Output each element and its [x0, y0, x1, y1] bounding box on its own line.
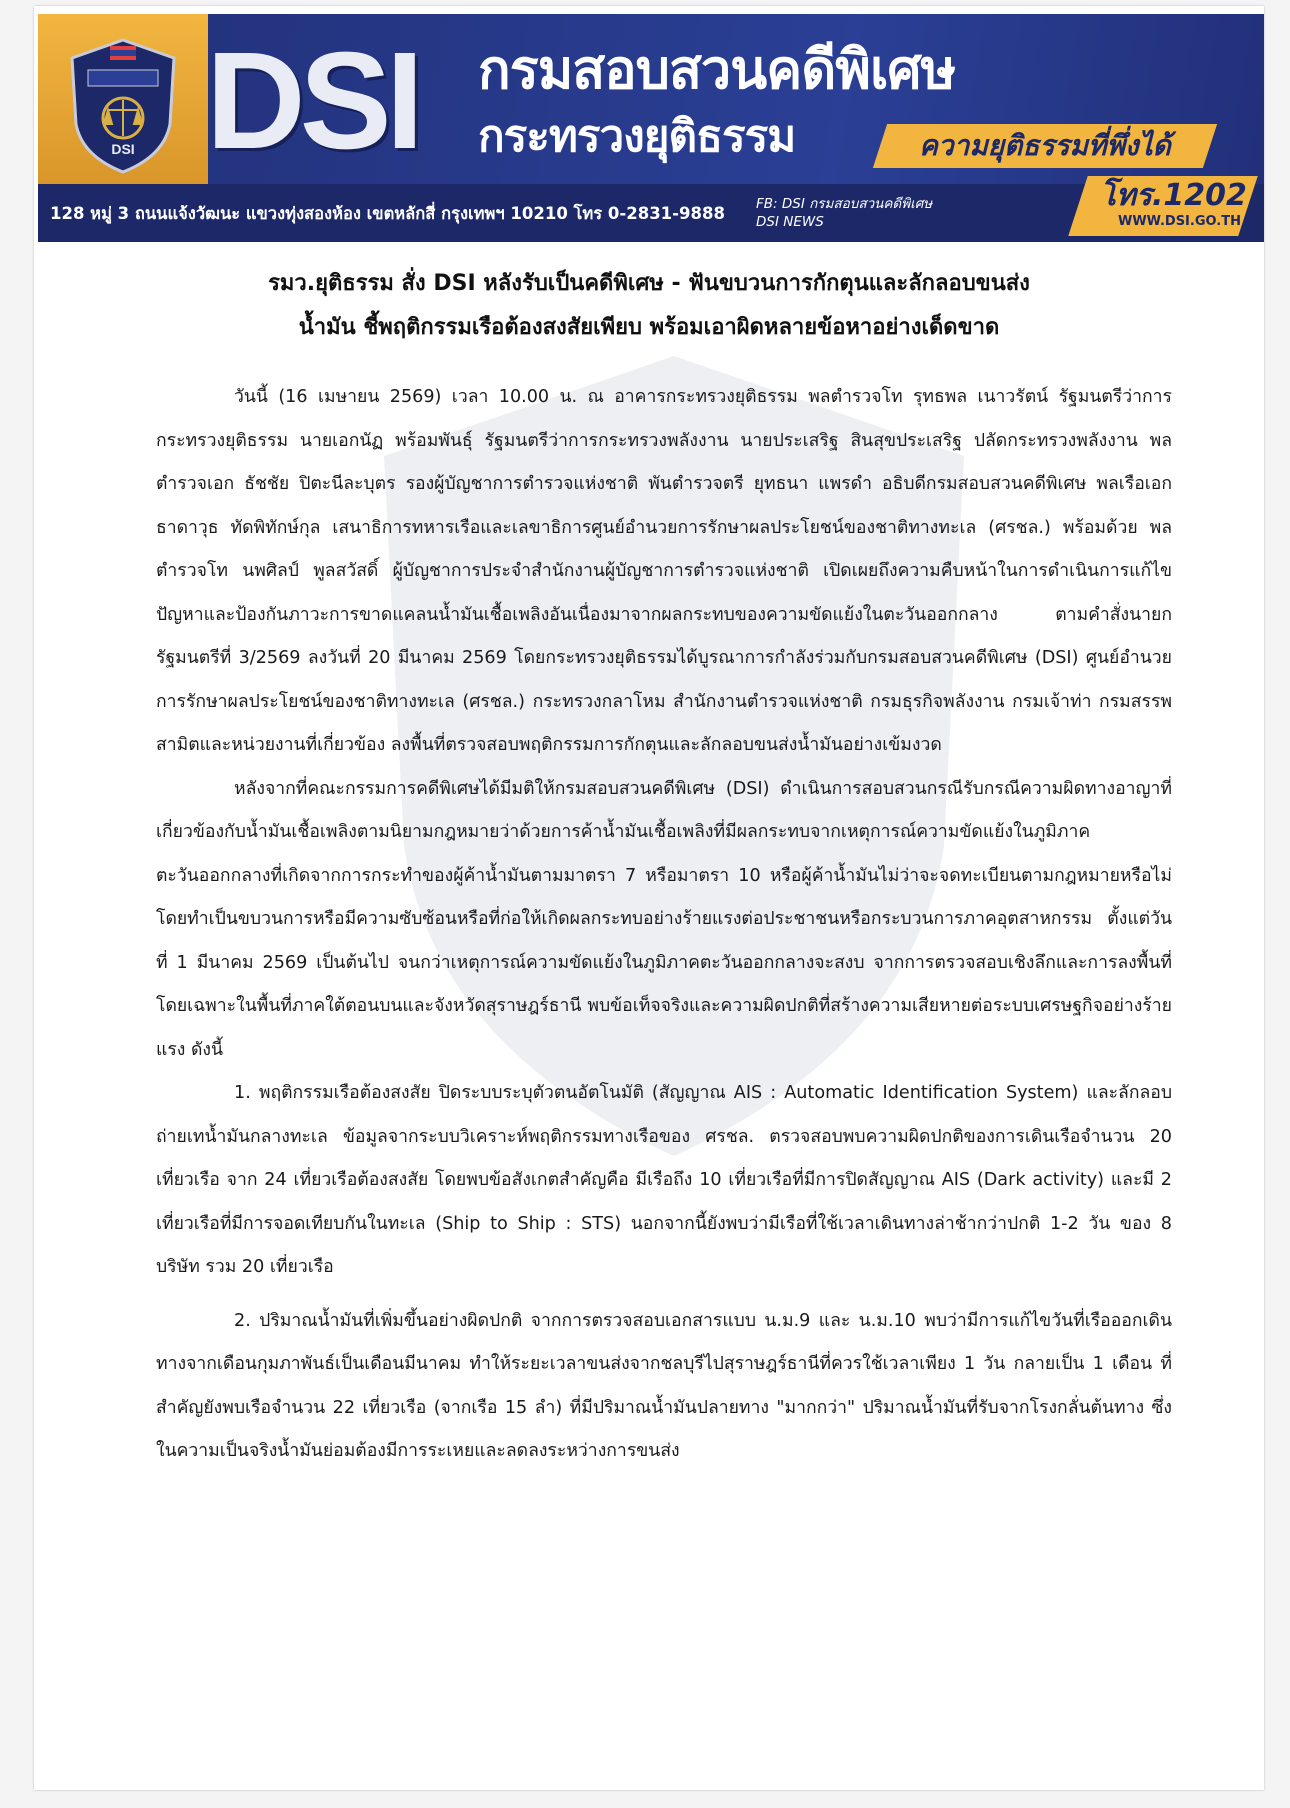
document-page	[34, 6, 1264, 1790]
slogan-badge	[873, 124, 1217, 168]
facebook-info	[756, 195, 932, 231]
dsi-header-banner	[38, 14, 1264, 242]
headline-line-2: น้ำมัน ชี้พฤติกรรมเรือต้องสงสัยเพียบ พร้อมเอาผิดหลายข้อหาอย่างเด็ดขาด	[298, 315, 1000, 340]
logo-dsi-text: DSI	[111, 141, 135, 157]
office-address: 128 หมู่ 3 ถนนแจ้งวัฒนะ แขวงทุ่งสองห้อง เขตหลักสี่ กรุงเทพฯ 10210 โทร 0-2831-9888	[50, 204, 725, 223]
paragraph: 1. พฤติกรรมเรือต้องสงสัย ปิดระบบระบุตัวตนอัตโนมัติ (สัญญาณ AIS : Automatic Identification System) และลักลอบถ่ายเทน้ำมันกลางทะเล ข้อมูลจากระบบวิเคราะห์พฤติกรรมทางเรือของ ศรชล. ตรวจสอบพบความผิดปกติของการเดินเรือจำนวน 20 เที่ยวเรือ จาก 24 เที่ยวเรือต้องสงสัย โดยพบข้อสังเกตสำคัญคือ มีเรือถึง 10 เที่ยวเรือที่มีการปิดสัญญาณ AIS (Dark activity) และมี 2 เที่ยวเรือที่มีการจอดเทียบกันในทะเล (Ship to Ship : STS) นอกจากนี้ยังพบว่ามีเรือที่ใช้เวลาเดินทางล่าช้ากว่าปกติ 1-2 วัน ของ 8 บริษัท รวม 20 เที่ยวเรือ	[156, 1083, 1172, 1277]
ministry-name: กระทรวงยุติธรรม	[478, 111, 796, 162]
paragraph: วันนี้ (16 เมษายน 2569) เวลา 10.00 น. ณ อาคารกระทรวงยุติธรรม พลตำรวจโท รุทธพล เนาวรัตน์ รัฐมนตรีว่าการกระทรวงยุติธรรม นายเอกนัฏ พร้อมพันธุ์ รัฐมนตรีว่าการกระทรวงพลังงาน นายประเสริฐ สินสุขประเสริฐ ปลัดกระทรวงพลังงาน พลตำรวจเอก ธัชชัย ปิตะนีละบุตร รองผู้บัญชาการตำรวจแห่งชาติ พันตำรวจตรี ยุทธนา แพรดำ อธิบดีกรมสอบสวนคดีพิเศษ พลเรือเอก ธาดาวุธ ทัดพิทักษ์กุล เสนาธิการทหารเรือและเลขาธิการศูนย์อำนวยการรักษาผลประโยชน์ของชาติทางทะเล (ศรชล.) พร้อมด้วย พลตำรวจโท นพศิลป์ พูลสวัสดิ์ ผู้บัญชาการประจำสำนักงานผู้บัญชาการตำรวจแห่งชาติ เปิดเผยถึงความคืบหน้าในการดำเนินการแก้ไขปัญหาและป้องกันภาวะการขาดแคลนน้ำมันเชื้อเพลิงอันเนื่องมาจากผลกระทบของความขัดแย้งในตะวันออกกลาง ตามคำสั่งนายกรัฐมนตรีที่ 3/2569 ลงวันที่ 20 มีนาคม 2569 โดยกระทรวงยุติธรรมได้บูรณาการกำลังร่วมกับกรมสอบสวนคดีพิเศษ (DSI) ศูนย์อำนวยการรักษาผลประโยชน์ของชาติทางทะเล (ศรชล.) กระทรวงกลาโหม สำนักงานตำรวจแห่งชาติ กรมธุรกิจพลังงาน กรมเจ้าท่า กรมสรรพสามิตและหน่วยงานที่เกี่ยวข้อง ลงพื้นที่ตรวจสอบพฤติกรรมการกักตุนและลักลอบขนส่งน้ำมันอย่างเข้มงวด	[156, 387, 1173, 755]
website-url: WWW.DSI.GO.TH	[1118, 214, 1241, 229]
facebook-line-1: FB: DSI กรมสอบสวนคดีพิเศษ	[756, 196, 933, 212]
article-body	[156, 376, 1172, 1474]
hotline-number: โทร.1202	[1100, 178, 1247, 213]
facebook-line-2: DSI NEWS	[756, 214, 824, 230]
dsi-shield-logo	[66, 36, 180, 176]
headline-line-1: รมว.ยุติธรรม สั่ง DSI หลังรับเป็นคดีพิเศษ - ฟันขบวนการกักตุนและลักลอบขนส่ง	[268, 271, 1030, 296]
department-name: กรมสอบสวนคดีพิเศษ	[478, 38, 956, 101]
news-headline	[34, 262, 1264, 350]
paragraph: 2. ปริมาณน้ำมันที่เพิ่มขึ้นอย่างผิดปกติ จากการตรวจสอบเอกสารแบบ น.ม.9 และ น.ม.10 พบว่ามีการแก้ไขวันที่เรือออกเดินทางจากเดือนกุมภาพันธ์เป็นเดือนมีนาคม ทำให้ระยะเวลาขนส่งจากชลบุรีไปสุราษฎร์ธานีที่ควรใช้เวลาเพียง 1 วัน กลายเป็น 1 เดือน ที่สำคัญยังพบเรือจำนวน 22 เที่ยวเรือ (จากเรือ 15 ลำ) ที่มีปริมาณน้ำมันปลายทาง "มากกว่า" ปริมาณน้ำมันที่รับจากโรงกลั่นต้นทาง ซึ่งในความเป็นจริงน้ำมันย่อมต้องมีการระเหยและลดลงระหว่างการขนส่ง	[156, 1310, 1172, 1461]
dsi-wordmark: DSI	[206, 24, 419, 178]
slogan-text: ความยุติธรรมที่พึ่งได้	[919, 129, 1171, 162]
paragraph: หลังจากที่คณะกรรมการคดีพิเศษได้มีมติให้กรมสอบสวนคดีพิเศษ (DSI) ดำเนินการสอบสวนกรณีรับกรณีความผิดทางอาญาที่เกี่ยวข้องกับน้ำมันเชื้อเพลิงตามนิยามกฎหมายว่าด้วยการค้าน้ำมันเชื้อเพลิงที่มีผลกระทบจากเหตุการณ์ความขัดแย้งในภูมิภาคตะวันออกกลางที่เกิดจากการกระทำของผู้ค้าน้ำมันตามมาตรา 7 หรือมาตรา 10 หรือผู้ค้าน้ำมันไม่ว่าจะจดทะเบียนตามกฎหมายหรือไม่ โดยทำเป็นขบวนการหรือมีความซับซ้อนหรือที่ก่อให้เกิดผลกระทบอย่างร้ายแรงต่อประชาชนหรือกระบวนการภาคอุตสาหกรรม ตั้งแต่วันที่ 1 มีนาคม 2569 เป็นต้นไป จนกว่าเหตุการณ์ความขัดแย้งในภูมิภาคตะวันออกกลางจะสงบ จากการตรวจสอบเชิงลึกและการลงพื้นที่ โดยเฉพาะในพื้นที่ภาคใต้ตอนบนและจังหวัดสุราษฎร์ธานี พบข้อเท็จจริงและความผิดปกติที่สร้างความเสียหายต่อระบบเศรษฐกิจอย่างร้ายแรง ดังนี้	[156, 778, 1172, 1060]
